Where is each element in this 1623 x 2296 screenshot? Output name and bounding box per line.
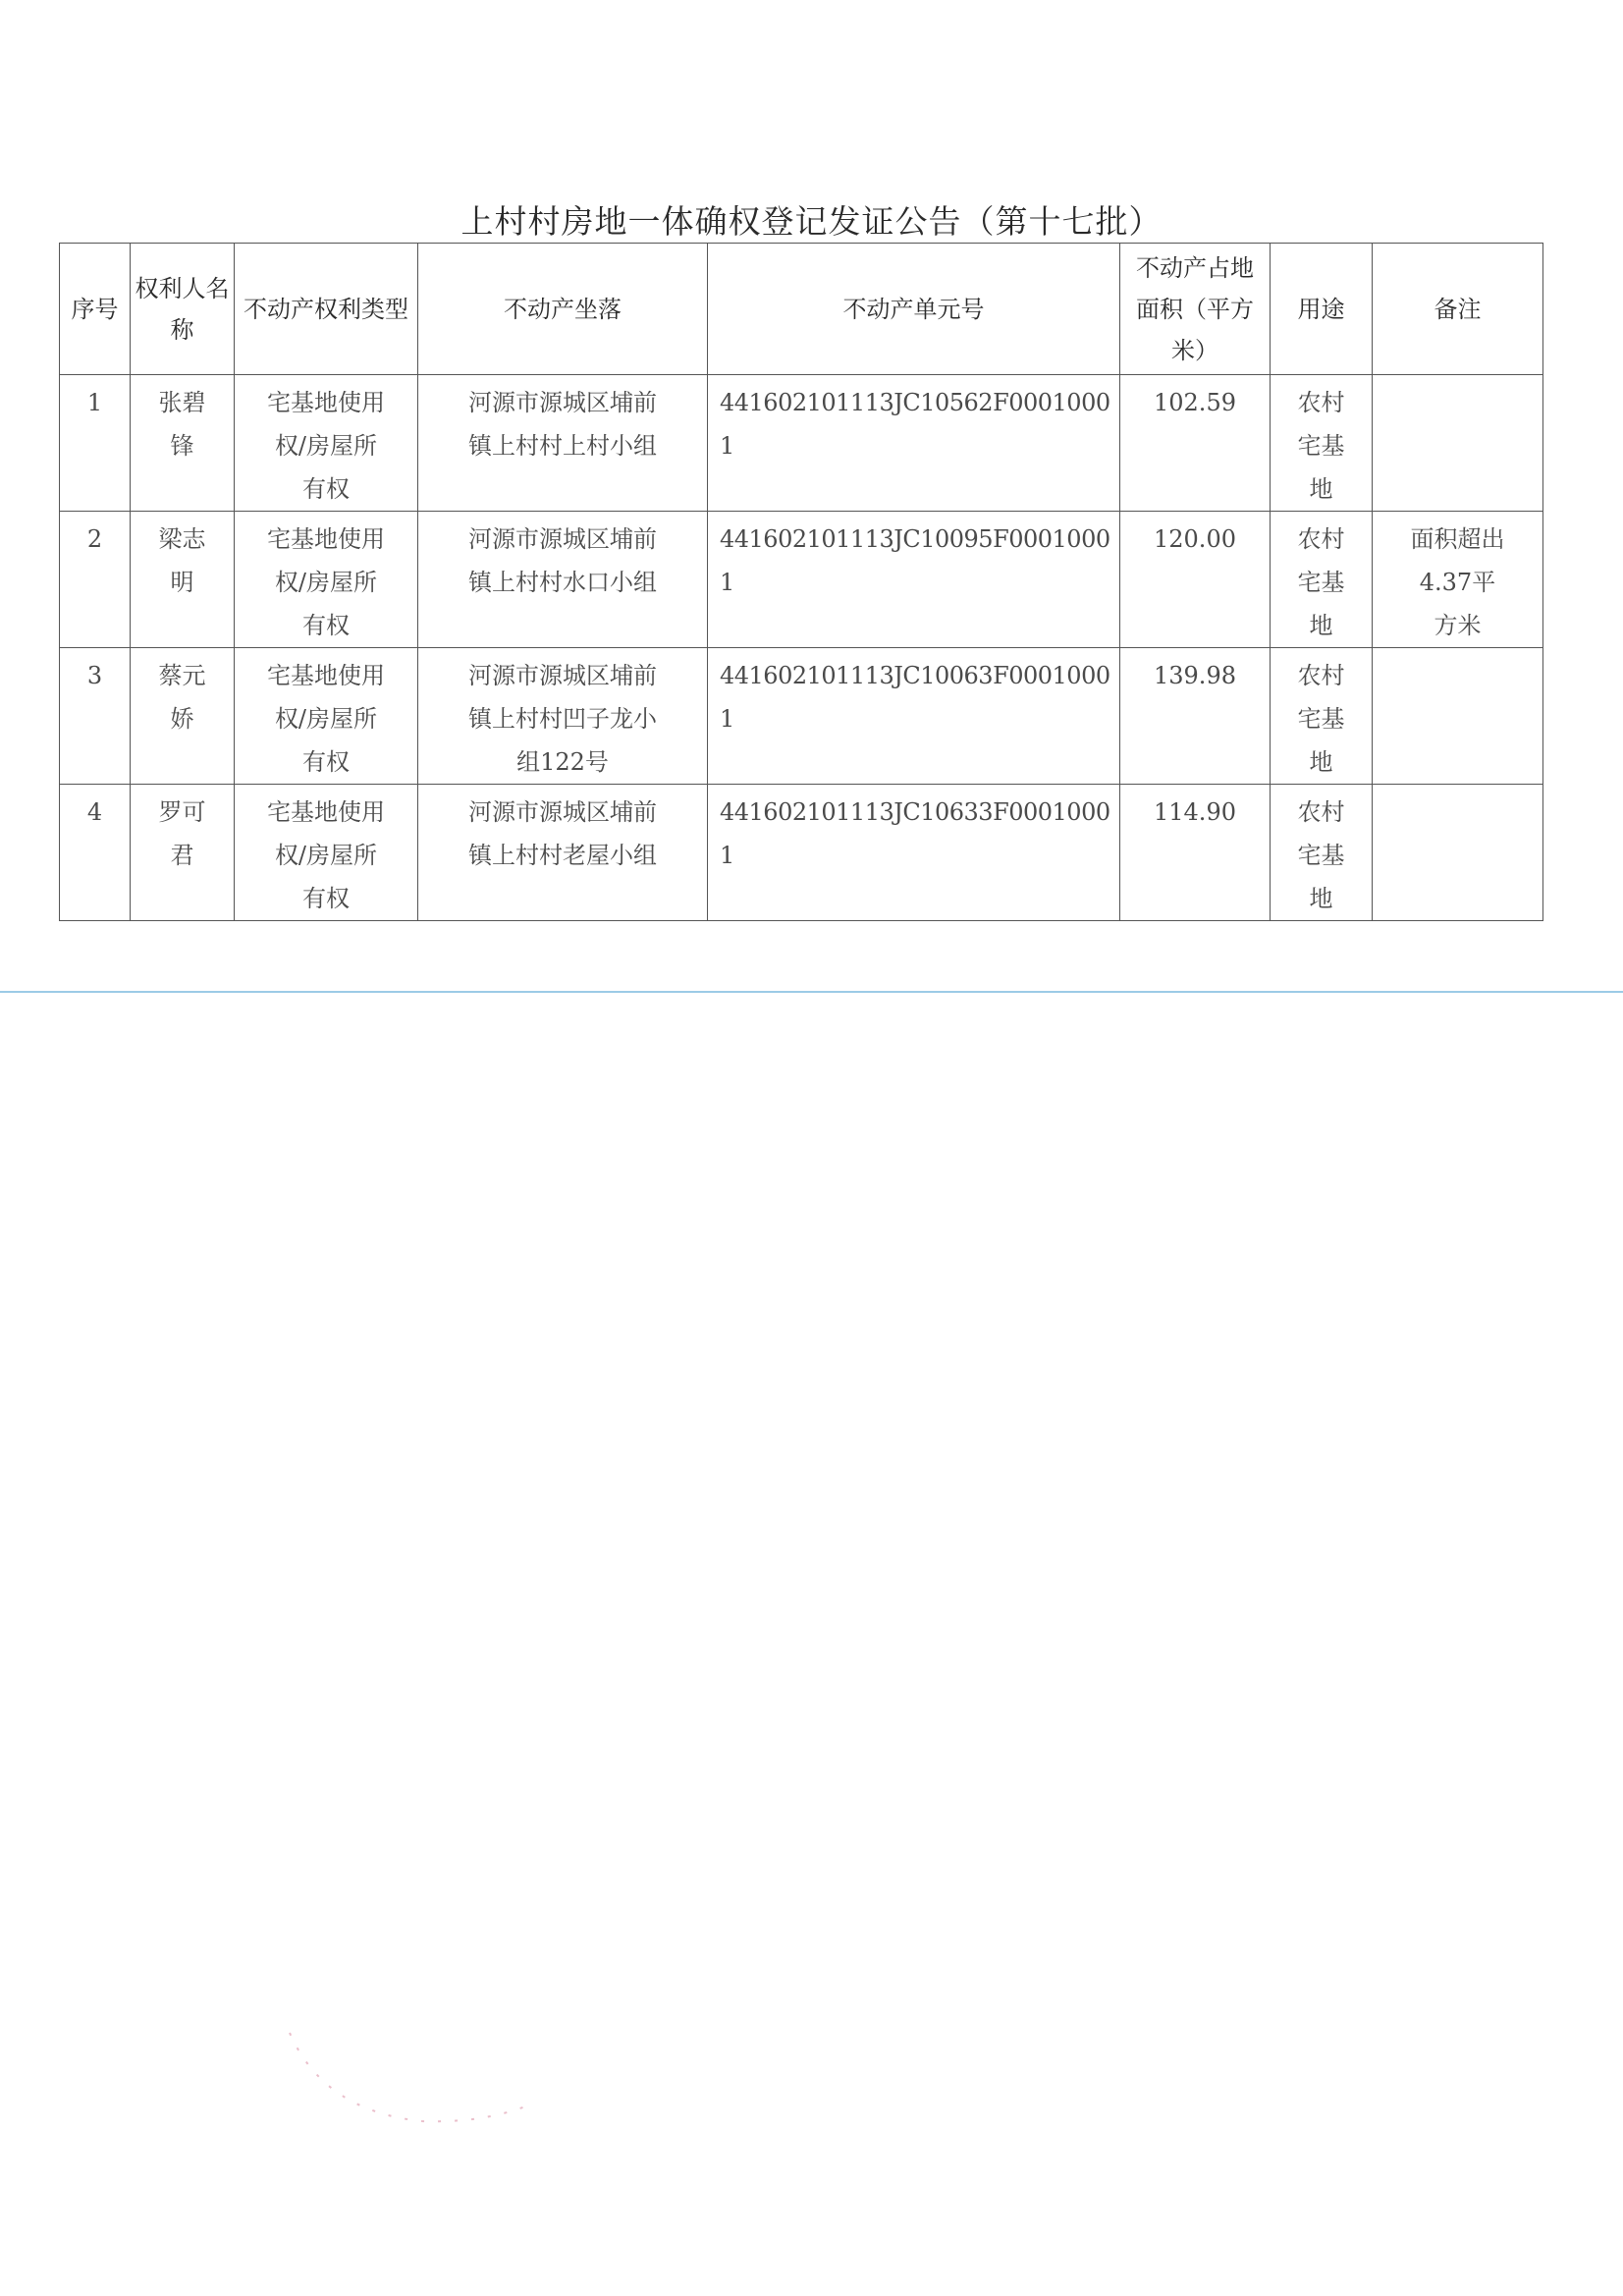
table-row <box>60 375 1543 512</box>
cell-right-type: 宅基地使用权/房屋所有权 <box>235 785 418 921</box>
cell-area: 102.59 <box>1120 375 1271 512</box>
cell-owner: 张碧锋 <box>131 375 235 512</box>
header-unit-no: 不动产单元号 <box>708 244 1120 375</box>
registration-table <box>59 243 1543 921</box>
cell-remark: 面积超出4.37平方米 <box>1373 512 1543 648</box>
cell-seq: 3 <box>60 648 131 785</box>
cell-usage: 农村宅基地 <box>1271 785 1373 921</box>
cell-owner: 梁志明 <box>131 512 235 648</box>
cell-right-type: 宅基地使用权/房屋所有权 <box>235 648 418 785</box>
cell-seq: 2 <box>60 512 131 648</box>
table-row <box>60 785 1543 921</box>
header-usage: 用途 <box>1271 244 1373 375</box>
header-owner: 权利人名称 <box>131 244 235 375</box>
table-row <box>60 512 1543 648</box>
cell-area: 114.90 <box>1120 785 1271 921</box>
cell-location: 河源市源城区埔前镇上村村老屋小组 <box>418 785 708 921</box>
header-location: 不动产坐落 <box>418 244 708 375</box>
cell-remark <box>1373 648 1543 785</box>
cell-usage: 农村宅基地 <box>1271 512 1373 648</box>
page-title: 上村村房地一体确权登记发证公告（第十七批） <box>460 202 1163 241</box>
header-seq: 序号 <box>60 244 131 375</box>
cell-location: 河源市源城区埔前镇上村村上村小组 <box>418 375 708 512</box>
cell-seq: 4 <box>60 785 131 921</box>
header-area: 不动产占地面积（平方米） <box>1120 244 1271 375</box>
table-header-row <box>60 244 1543 375</box>
cell-remark <box>1373 785 1543 921</box>
cell-usage: 农村宅基地 <box>1271 648 1373 785</box>
cell-unit-no: 441602101113JC10562F00010001 <box>708 375 1120 512</box>
cell-area: 139.98 <box>1120 648 1271 785</box>
cell-area: 120.00 <box>1120 512 1271 648</box>
header-right-type: 不动产权利类型 <box>235 244 418 375</box>
page-separator-line <box>0 991 1623 993</box>
cell-remark <box>1373 375 1543 512</box>
cell-owner: 罗可君 <box>131 785 235 921</box>
cell-seq: 1 <box>60 375 131 512</box>
cell-unit-no: 441602101113JC10095F00010001 <box>708 512 1120 648</box>
cell-location: 河源市源城区埔前镇上村村凹子龙小组122号 <box>418 648 708 785</box>
cell-right-type: 宅基地使用权/房屋所有权 <box>235 512 418 648</box>
header-remark: 备注 <box>1373 244 1543 375</box>
table-row <box>60 648 1543 785</box>
cell-right-type: 宅基地使用权/房屋所有权 <box>235 375 418 512</box>
cell-owner: 蔡元娇 <box>131 648 235 785</box>
cell-location: 河源市源城区埔前镇上村村水口小组 <box>418 512 708 648</box>
cell-usage: 农村宅基地 <box>1271 375 1373 512</box>
cell-unit-no: 441602101113JC10633F00010001 <box>708 785 1120 921</box>
cell-unit-no: 441602101113JC10063F00010001 <box>708 648 1120 785</box>
faint-stamp-trace-icon <box>285 2023 530 2141</box>
